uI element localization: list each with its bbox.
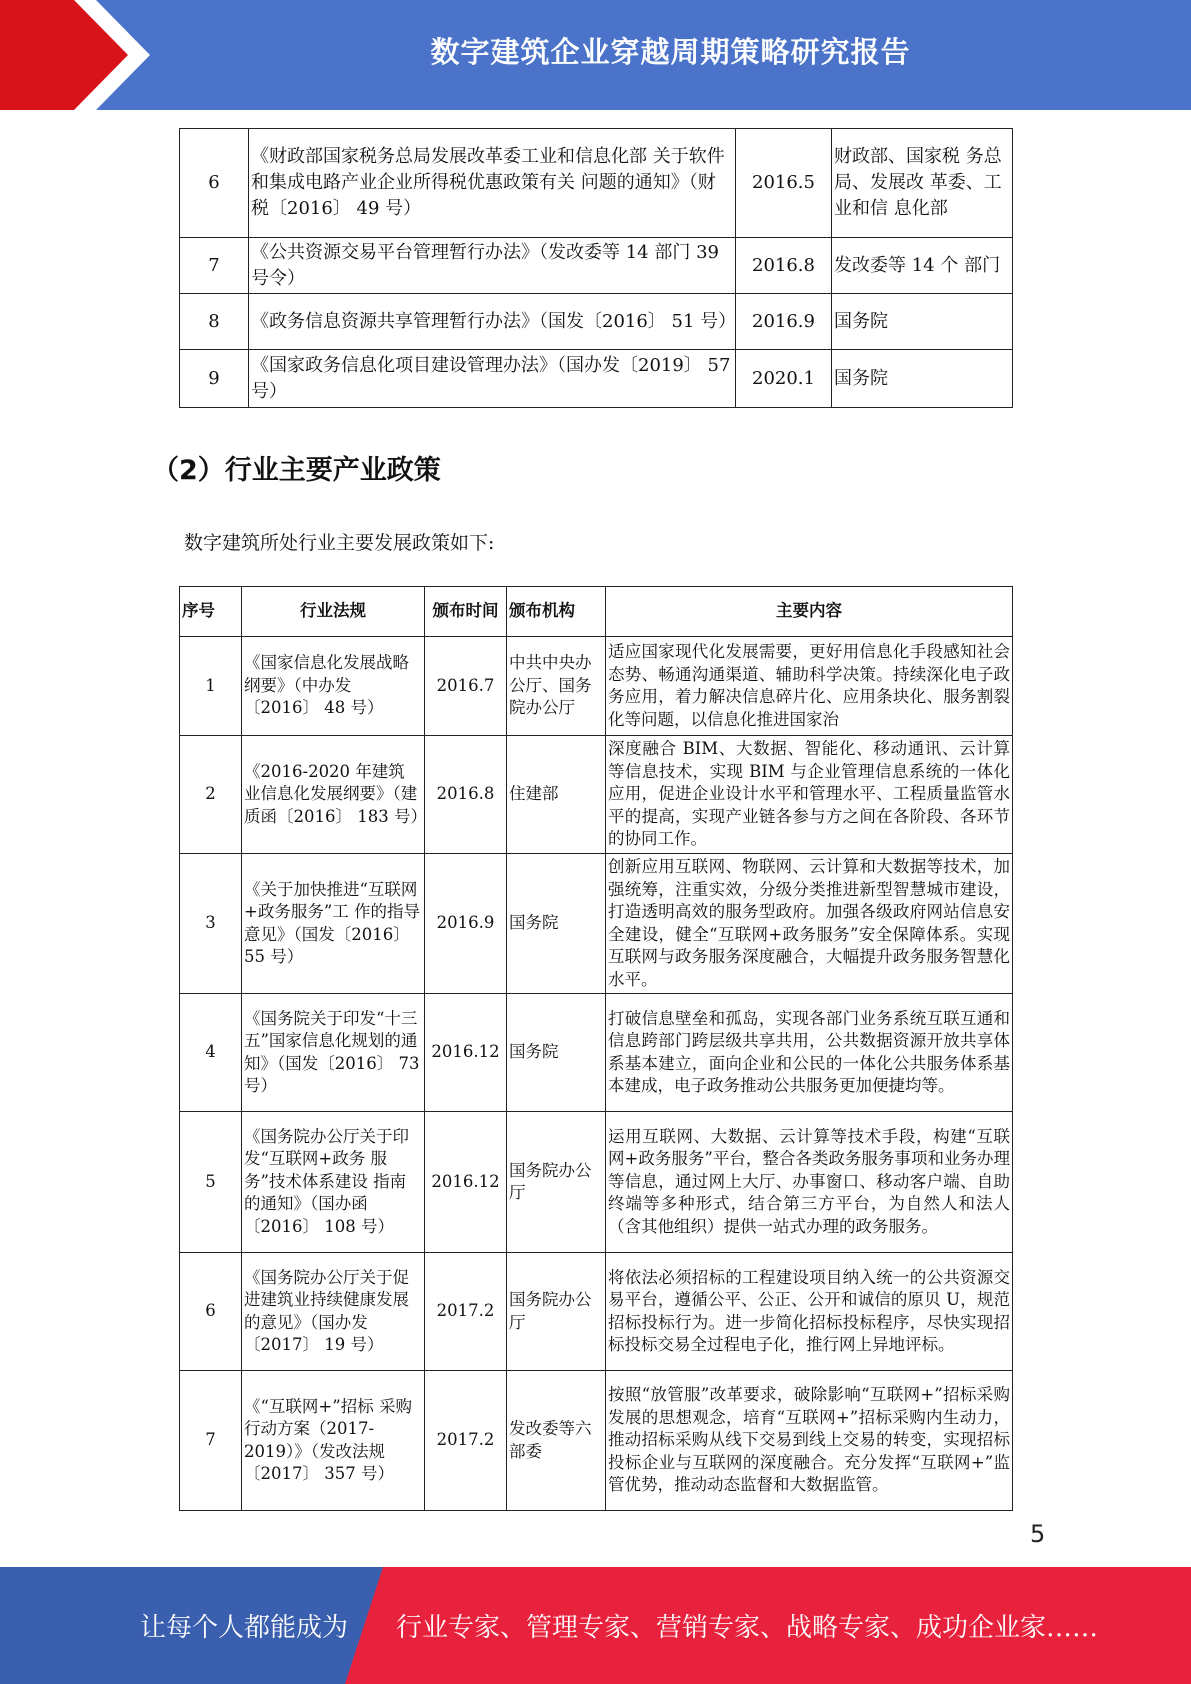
policy-date: 2016.8 bbox=[736, 238, 832, 294]
table-row bbox=[180, 238, 1013, 294]
policy-name: 《财政部国家税务总局发展改革委工业和信息化部 关于软件和集成电路产业企业所得税优惠政策有关 问题的通知》（财税〔2016〕 49 号） bbox=[249, 129, 736, 238]
header-org: 颁布机构 bbox=[507, 587, 606, 637]
table-header-row bbox=[180, 587, 1013, 637]
row-number: 8 bbox=[180, 294, 249, 350]
table-row bbox=[180, 350, 1013, 408]
row-number: 5 bbox=[180, 1112, 242, 1253]
table-row bbox=[180, 994, 1013, 1112]
policy-table-continued bbox=[179, 128, 1013, 408]
policy-org: 国务院 bbox=[832, 294, 1013, 350]
table-row bbox=[180, 1371, 1013, 1511]
law-name: 《2016-2020 年建筑 业信息化发展纲要》（建质函〔2016〕 183 号） bbox=[242, 736, 425, 854]
row-number: 2 bbox=[180, 736, 242, 854]
row-number: 6 bbox=[180, 1253, 242, 1371]
table-row bbox=[180, 1112, 1013, 1253]
law-content: 将依法必须招标的工程建设项目纳入统一的公共资源交易平台，遵循公平、公正、公开和诚信的原贝 U，规范招标投标行为。进一步简化招标投标程序，尽快实现招标投标交易全过程电子化，推行网上异地评标。 bbox=[606, 1253, 1013, 1371]
row-number: 9 bbox=[180, 350, 249, 408]
policy-org: 财政部、国家税 务总局、发展改 革委、工业和信 息化部 bbox=[832, 129, 1013, 238]
law-date: 2016.12 bbox=[425, 1112, 507, 1253]
table-row bbox=[180, 294, 1013, 350]
table-row bbox=[180, 854, 1013, 994]
law-org: 国务院 bbox=[507, 994, 606, 1112]
law-org: 国务院办公厅 bbox=[507, 1112, 606, 1253]
page-number: 5 bbox=[1030, 1520, 1046, 1548]
row-number: 3 bbox=[180, 854, 242, 994]
law-date: 2016.9 bbox=[425, 854, 507, 994]
law-content: 创新应用互联网、物联网、云计算和大数据等技术，加强统筹，注重实效，分级分类推进新型智慧城市建设，打造透明高效的服务型政府。加强各级政府网站信息安全建设，健全“互联网+政务服务”安全保障体系。实现互联网与政务服务深度融合，大幅提升政务服务智慧化水平。 bbox=[606, 854, 1013, 994]
law-date: 2017.2 bbox=[425, 1371, 507, 1511]
header-num: 序号 bbox=[180, 587, 242, 637]
policy-org: 国务院 bbox=[832, 350, 1013, 408]
law-name: 《关于加快推进“互联网+政务服务”工 作的指导意见》（国发〔2016〕 55 号） bbox=[242, 854, 425, 994]
footer-banner bbox=[0, 1567, 1191, 1684]
industry-policy-table bbox=[179, 586, 1013, 1511]
law-org: 发改委等六部委 bbox=[507, 1371, 606, 1511]
policy-name: 《政务信息资源共享管理暂行办法》（国发〔2016〕 51 号） bbox=[249, 294, 736, 350]
policy-name: 《公共资源交易平台管理暂行办法》（发改委等 14 部门 39 号令） bbox=[249, 238, 736, 294]
law-name: 《国务院办公厅关于促进建筑业持续健康发展的意见》（国办发〔2017〕 19 号） bbox=[242, 1253, 425, 1371]
law-name: 《“互联网+”招标 采购行动方案（2017-2019）》（发改法规〔2017〕 357 号） bbox=[242, 1371, 425, 1511]
law-date: 2017.2 bbox=[425, 1253, 507, 1371]
law-org: 住建部 bbox=[507, 736, 606, 854]
section-heading: （2）行业主要产业政策 bbox=[152, 455, 441, 486]
law-date: 2016.7 bbox=[425, 637, 507, 736]
section-intro: 数字建筑所处行业主要发展政策如下: bbox=[184, 532, 495, 554]
header-content: 主要内容 bbox=[606, 587, 1013, 637]
policy-date: 2016.9 bbox=[736, 294, 832, 350]
table-row bbox=[180, 1253, 1013, 1371]
law-content: 运用互联网、大数据、云计算等技术手段，构建“互联网+政务服务”平台，整合各类政务服务事项和业务办理等信息，通过网上大厅、办事窗口、移动客户端、自助终端等多种形式，结合第三方平台，为自然人和法人（含其他组织）提供一站式办理的政务服务。 bbox=[606, 1112, 1013, 1253]
header-date: 颁布时间 bbox=[425, 587, 507, 637]
report-title: 数字建筑企业穿越周期策略研究报告 bbox=[430, 34, 911, 69]
table-row bbox=[180, 637, 1013, 736]
law-content: 按照“放管服”改革要求，破除影响“互联网+”招标采购发展的思想观念，培育“互联网+”招标采购内生动力，推动招标采购从线下交易到线上交易的转变，实现招标投标企业与互联网的深度融合。充分发挥“互联网+”监管优势，推动动态监督和大数据监管。 bbox=[606, 1371, 1013, 1511]
row-number: 4 bbox=[180, 994, 242, 1112]
header-law: 行业法规 bbox=[242, 587, 425, 637]
law-content: 打破信息壁垒和孤岛，实现各部门业务系统互联互通和信息跨部门跨层级共享共用，公共数据资源开放共享体系基本建立，面向企业和公民的一体化公共服务体系基本建成，电子政务推动公共服务更加便捷均等。 bbox=[606, 994, 1013, 1112]
row-number: 7 bbox=[180, 238, 249, 294]
law-name: 《国务院关于印发“十三五”国家信息化规划的通知》（国发〔2016〕 73 号） bbox=[242, 994, 425, 1112]
policy-date: 2016.5 bbox=[736, 129, 832, 238]
table-row bbox=[180, 736, 1013, 854]
law-content: 适应国家现代化发展需要，更好用信息化手段感知社会态势、畅通沟通渠道、辅助科学决策。持续深化电子政务应用，着力解决信息碎片化、应用条块化、服务割裂化等问题，以信息化推进国家治 bbox=[606, 637, 1013, 736]
law-date: 2016.8 bbox=[425, 736, 507, 854]
policy-name: 《国家政务信息化项目建设管理办法》（国办发〔2019〕 57 号） bbox=[249, 350, 736, 408]
table-row bbox=[180, 129, 1013, 238]
law-date: 2016.12 bbox=[425, 994, 507, 1112]
law-name: 《国务院办公厅关于印发“互联网+政务 服务”技术体系建设 指南的通知》（国办函〔2016〕 108 号） bbox=[242, 1112, 425, 1253]
row-number: 7 bbox=[180, 1371, 242, 1511]
law-name: 《国家信息化发展战略纲要》（中办发〔2016〕 48 号） bbox=[242, 637, 425, 736]
footer-slogan-left: 让每个人都能成为 bbox=[140, 1613, 349, 1643]
law-content: 深度融合 BIM、大数据、智能化、移动通讯、云计算等信息技术，实现 BIM 与企业管理信息系统的一体化应用，促进企业设计水平和管理水平、工程质量监管水平的提高，实现产业链各参与方之间在各阶段、各环节的协同工作。 bbox=[606, 736, 1013, 854]
law-org: 中共中央办公厅、国务院办公厅 bbox=[507, 637, 606, 736]
header-red-arrow bbox=[0, 0, 150, 110]
law-org: 国务院办公厅 bbox=[507, 1253, 606, 1371]
footer-slogan-right: 行业专家、管理专家、营销专家、战略专家、成功企业家…… bbox=[396, 1613, 1099, 1643]
policy-date: 2020.1 bbox=[736, 350, 832, 408]
row-number: 1 bbox=[180, 637, 242, 736]
law-org: 国务院 bbox=[507, 854, 606, 994]
policy-org: 发改委等 14 个 部门 bbox=[832, 238, 1013, 294]
row-number: 6 bbox=[180, 129, 249, 238]
header-banner bbox=[0, 0, 1191, 110]
